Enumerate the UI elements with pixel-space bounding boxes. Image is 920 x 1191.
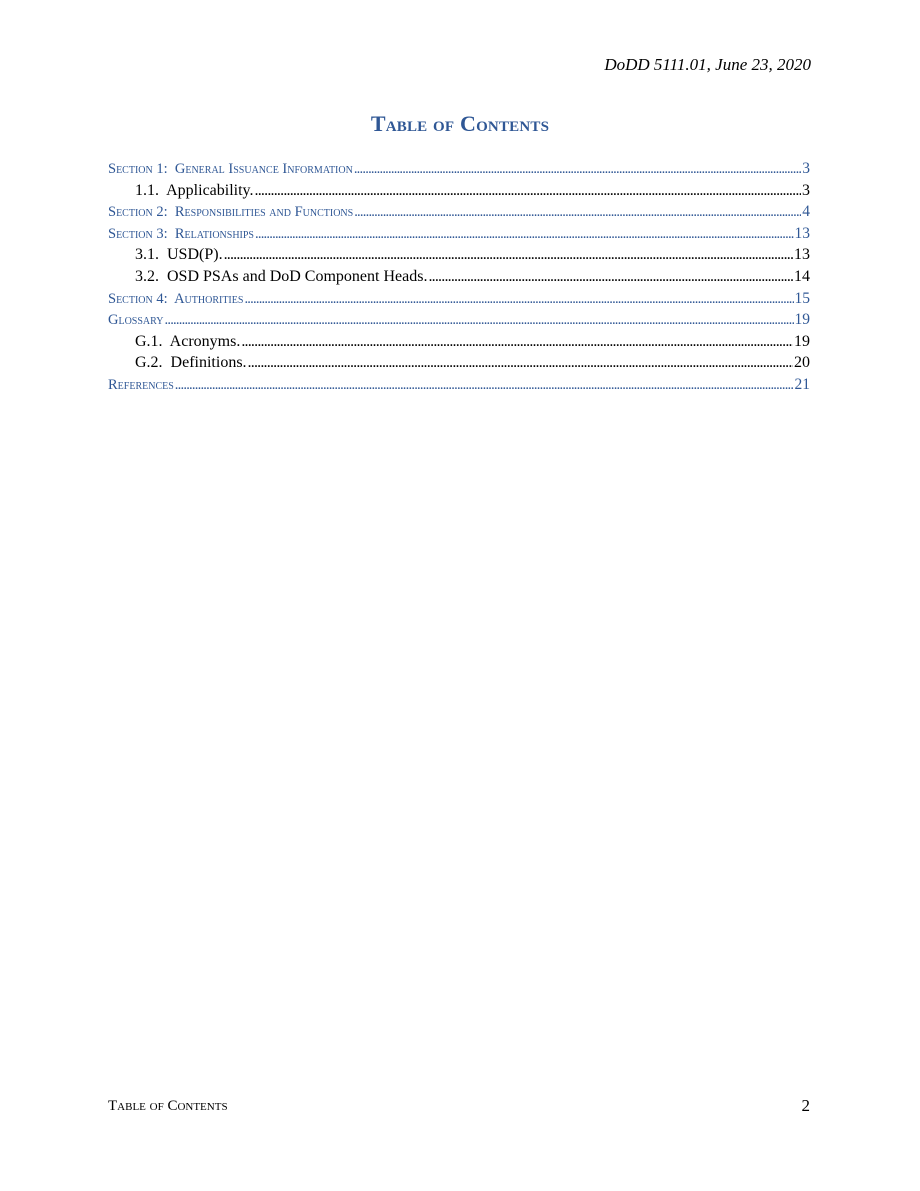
toc-entry-page: 4 (802, 203, 810, 221)
toc-entry-page: 15 (794, 289, 810, 307)
toc-entry-page: 14 (794, 267, 810, 285)
footer-page-number: 2 (801, 1096, 810, 1115)
dot-leader (255, 180, 801, 202)
toc-entry-page: 20 (794, 354, 810, 372)
toc-entry-label: 1.1. Applicability. (135, 181, 254, 199)
dot-leader (175, 375, 794, 397)
toc-entry-glossary[interactable] (108, 309, 810, 331)
dot-leader (255, 224, 794, 246)
document-reference: DoDD 5111.01, June 23, 2020 (604, 55, 811, 74)
toc-entry-section-1[interactable] (108, 158, 810, 180)
dot-leader (244, 289, 793, 311)
toc-entry-page: 19 (794, 332, 810, 350)
dot-leader (354, 159, 801, 181)
toc-entry-label: G.1. Acronyms. (135, 332, 241, 350)
toc-entry-label: G.2. Definitions. (135, 354, 247, 372)
toc-entry-label: Section 4: Authorities (108, 290, 244, 307)
toc-entry-label: References (108, 376, 174, 393)
table-of-contents (108, 158, 810, 396)
toc-entry-label: Section 2: Responsibilities and Functions (108, 204, 354, 221)
footer-section-name: Table of Contents (108, 1098, 228, 1114)
page-title: Table of Contents (370, 111, 550, 136)
toc-entry-page: 3 (802, 160, 810, 177)
toc-entry-label: Glossary (108, 312, 164, 329)
toc-entry-label: Section 3: Relationships (108, 225, 254, 242)
toc-entry-section-4[interactable] (108, 288, 810, 310)
toc-entry-g-2[interactable] (108, 352, 810, 374)
toc-entry-3-2[interactable] (108, 266, 810, 288)
toc-entry-page: 13 (794, 224, 810, 242)
toc-entry-page: 21 (794, 375, 810, 393)
toc-entry-label: 3.2. OSD PSAs and DoD Component Heads. (135, 267, 428, 285)
toc-entry-page: 19 (794, 311, 810, 329)
dot-leader (224, 244, 793, 266)
dot-leader (428, 266, 793, 288)
toc-entry-section-3[interactable] (108, 223, 810, 245)
toc-entry-3-1[interactable] (108, 244, 810, 266)
toc-entry-label: Section 1: General Issuance Information (108, 161, 353, 177)
toc-entry-1-1[interactable] (108, 180, 810, 202)
toc-entry-g-1[interactable] (108, 331, 810, 353)
dot-leader (165, 310, 794, 332)
toc-entry-page: 13 (794, 246, 810, 264)
dot-leader (248, 352, 793, 374)
dot-leader (241, 331, 793, 353)
dot-leader (354, 202, 801, 224)
toc-entry-references[interactable] (108, 374, 810, 396)
toc-entry-page: 3 (802, 181, 810, 199)
toc-entry-label: 3.1. USD(P). (135, 246, 223, 264)
toc-entry-section-2[interactable] (108, 201, 810, 223)
